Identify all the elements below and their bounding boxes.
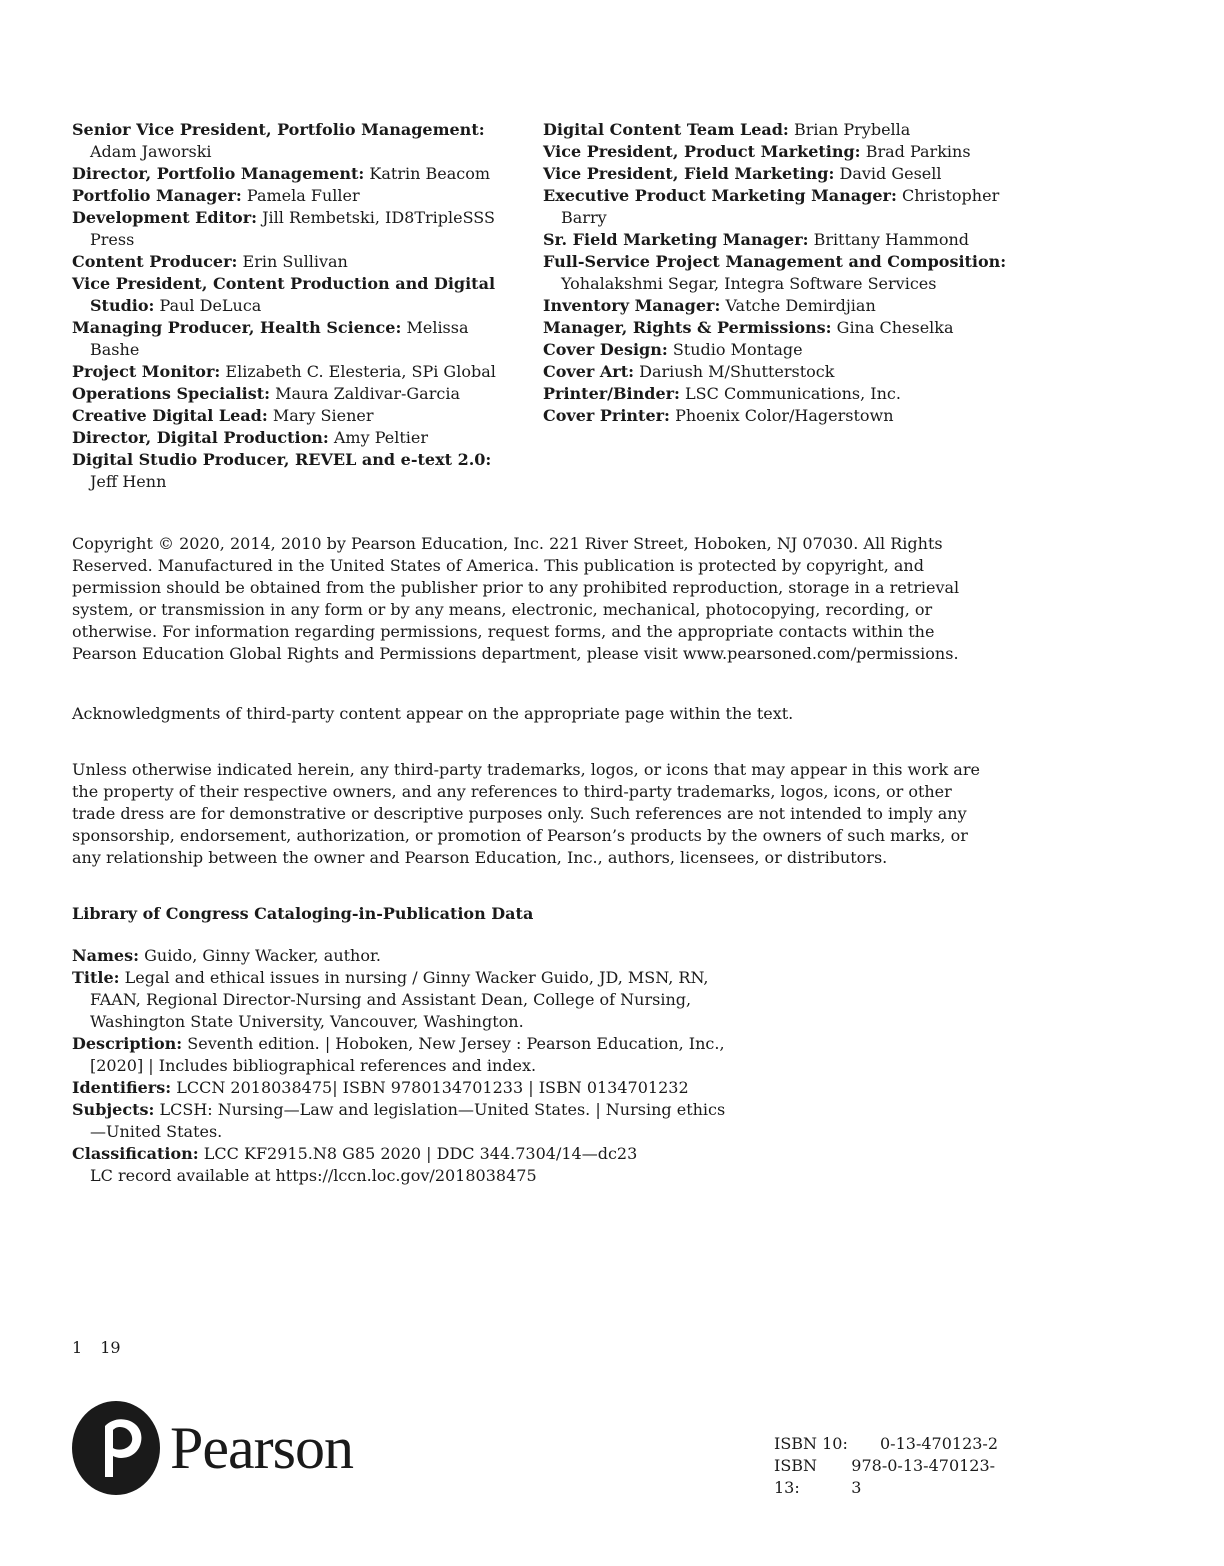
- credit-entry: [72, 427, 522, 449]
- cip-heading: Library of Congress Cataloging-in-Publication Data: [72, 904, 534, 923]
- credit-role: Manager, Rights & Permissions:: [543, 318, 832, 337]
- cip-label: Names:: [72, 946, 140, 965]
- credit-name: Katrin Beacom: [369, 164, 491, 183]
- credit-role: Creative Digital Lead:: [72, 406, 268, 425]
- pearson-p-logo-icon: [71, 1400, 161, 1496]
- cip-text: Seventh edition. | Hoboken, New Jersey : Pearson Education, Inc., [2020] | Includes bibliographical references and index.: [90, 1034, 725, 1075]
- credit-entry: [543, 361, 1013, 383]
- credit-role: Director, Portfolio Management:: [72, 164, 365, 183]
- credit-name: Pamela Fuller: [246, 186, 360, 205]
- credit-entry: [543, 185, 1013, 229]
- trademark-notice: Unless otherwise indicated herein, any third-party trademarks, logos, or icons that may appear in this work are the property of their respective owners, and any references to third-party trademarks, logos, icons, or other trade dress are for demonstrative or descriptive purposes only. Such references are not intended to imply any sponsorship, endorsement, authorization, or promotion of Pearson’s products by the owners of such marks, or any relationship between the owner and Pearson Education, Inc., authors, licensees, or distributors.: [72, 760, 980, 867]
- credits-right-column: [543, 119, 1013, 427]
- credit-role: Portfolio Manager:: [72, 186, 242, 205]
- cip-entry-classification: [72, 1143, 732, 1165]
- credit-name: Christopher Barry: [561, 186, 1000, 227]
- pearson-wordmark: Pearson: [170, 1415, 353, 1481]
- cip-label: Description:: [72, 1034, 183, 1053]
- cip-text: LCSH: Nursing—Law and legislation—United States. | Nursing ethics—United States.: [90, 1100, 726, 1141]
- credit-role: Content Producer:: [72, 252, 238, 271]
- credit-role: Vice President, Content Production and Digital Studio:: [72, 274, 496, 315]
- cip-lc-record-text: LC record available at https://lccn.loc.gov/2018038475: [90, 1166, 537, 1185]
- credit-name: Melissa Bashe: [90, 318, 469, 359]
- credit-role: Cover Printer:: [543, 406, 670, 425]
- credit-entry: [72, 251, 522, 273]
- credit-name: Dariush M/Shutterstock: [639, 362, 835, 381]
- isbn13-label: ISBN 13:: [774, 1456, 818, 1497]
- credit-name: Maura Zaldivar-Garcia: [275, 384, 460, 403]
- credit-name: Jeff Henn: [90, 472, 167, 491]
- cip-entry-description: [72, 1033, 732, 1077]
- credit-name: Vatche Demirdjian: [725, 296, 876, 315]
- cip-lc-record: [72, 1165, 732, 1187]
- credit-role: Managing Producer, Health Science:: [72, 318, 402, 337]
- credit-name: Brad Parkins: [865, 142, 971, 161]
- credit-entry: [543, 383, 1013, 405]
- credit-entry: [72, 361, 522, 383]
- credit-entry: [72, 207, 522, 251]
- credit-name: Amy Peltier: [333, 428, 429, 447]
- credit-role: Senior Vice President, Portfolio Management:: [72, 120, 485, 139]
- credit-name: Paul DeLuca: [159, 296, 262, 315]
- credit-name: Elizabeth C. Elesteria, SPi Global: [225, 362, 496, 381]
- credit-name: Brian Prybella: [793, 120, 911, 139]
- credit-name: Gina Cheselka: [836, 318, 954, 337]
- copyright-notice: Copyright © 2020, 2014, 2010 by Pearson Education, Inc. 221 River Street, Hoboken, NJ 07030. All Rights Reserved. Manufactured in the United States of America. This publication is protected by copyright, and permission should be obtained from the publisher prior to any prohibited reproduction, storage in a retrieval system, or transmission in any form or by any means, electronic, mechanical, photocopying, recording, or otherwise. For information regarding permissions, request forms, and the appropriate contacts within the Pearson Education Global Rights and Permissions department, please visit www.pearsoned.com/permissions.: [72, 534, 960, 663]
- acknowledgments-notice: Acknowledgments of third-party content appear on the appropriate page within the text.: [72, 704, 794, 723]
- credit-role: Sr. Field Marketing Manager:: [543, 230, 809, 249]
- isbn13-value: 978-0-13-470123-3: [851, 1456, 996, 1497]
- credit-role: Development Editor:: [72, 208, 258, 227]
- credit-entry: [72, 185, 522, 207]
- pearson-logo: [71, 1400, 391, 1500]
- printing-year: 19: [100, 1338, 121, 1357]
- isbn10-value: 0-13-470123-2: [880, 1434, 999, 1453]
- credit-entry: [543, 119, 1013, 141]
- isbn13-row: [774, 1455, 1004, 1499]
- isbn-block: [774, 1433, 1004, 1499]
- credit-name: Jill Rembetski, ID8TripleSSS Press: [90, 208, 495, 249]
- credit-entry: [543, 163, 1013, 185]
- credit-name: Studio Montage: [672, 340, 803, 359]
- credit-role: Vice President, Product Marketing:: [543, 142, 861, 161]
- credit-role: Cover Art:: [543, 362, 635, 381]
- printing-number: 1: [72, 1338, 83, 1357]
- cip-label: Subjects:: [72, 1100, 155, 1119]
- credit-name: LSC Communications, Inc.: [685, 384, 901, 403]
- cip-label: Title:: [72, 968, 120, 987]
- cip-entry-title: [72, 967, 732, 1033]
- cip-entry-identifiers: [72, 1077, 732, 1099]
- cip-label: Identifiers:: [72, 1078, 172, 1097]
- credit-entry: [543, 295, 1013, 317]
- credit-role: Executive Product Marketing Manager:: [543, 186, 897, 205]
- credit-entry: [72, 383, 522, 405]
- credit-role: Director, Digital Production:: [72, 428, 329, 447]
- credit-entry: [543, 229, 1013, 251]
- credit-name: David Gesell: [839, 164, 942, 183]
- credit-entry: [72, 405, 522, 427]
- cip-block: [72, 945, 732, 1187]
- credit-name: Yohalakshmi Segar, Integra Software Services: [561, 274, 937, 293]
- credit-role: Project Monitor:: [72, 362, 221, 381]
- credit-role: Vice President, Field Marketing:: [543, 164, 835, 183]
- credit-role: Printer/Binder:: [543, 384, 680, 403]
- credit-entry: [72, 119, 522, 163]
- credits-left-column: [72, 119, 522, 493]
- credit-entry: [543, 405, 1013, 427]
- credit-entry: [543, 339, 1013, 361]
- isbn10-label: ISBN 10:: [774, 1434, 848, 1453]
- cip-text: Legal and ethical issues in nursing / Ginny Wacker Guido, JD, MSN, RN, FAAN, Regional Director-Nursing and Assistant Dean, College of Nursing, Washington State University, Vancouver, Washington.: [90, 968, 709, 1031]
- credit-role: Digital Content Team Lead:: [543, 120, 789, 139]
- credit-role: Operations Specialist:: [72, 384, 271, 403]
- cip-text: LCCN 2018038475| ISBN 9780134701233 | ISBN 0134701232: [176, 1078, 689, 1097]
- cip-text: Guido, Ginny Wacker, author.: [144, 946, 381, 965]
- cip-entry-subjects: [72, 1099, 732, 1143]
- cip-label: Classification:: [72, 1144, 199, 1163]
- credit-role: Cover Design:: [543, 340, 668, 359]
- credit-entry: [72, 273, 522, 317]
- credit-role: Inventory Manager:: [543, 296, 721, 315]
- credit-entry: [72, 449, 522, 493]
- cip-entry-names: [72, 945, 732, 967]
- credit-entry: [543, 141, 1013, 163]
- credit-entry: [543, 317, 1013, 339]
- credit-entry: [72, 317, 522, 361]
- credit-name: Mary Siener: [272, 406, 374, 425]
- printing-line: [72, 1337, 121, 1359]
- cip-text: LCC KF2915.N8 G85 2020 | DDC 344.7304/14—dc23: [203, 1144, 638, 1163]
- credit-entry: [72, 163, 522, 185]
- credit-name: Erin Sullivan: [242, 252, 348, 271]
- credit-name: Phoenix Color/Hagerstown: [675, 406, 894, 425]
- credit-role: Digital Studio Producer, REVEL and e-text 2.0:: [72, 450, 492, 469]
- credit-name: Adam Jaworski: [90, 142, 212, 161]
- credit-name: Brittany Hammond: [813, 230, 969, 249]
- credit-role: Full-Service Project Management and Composition:: [543, 252, 1007, 271]
- isbn10-row: [774, 1433, 1004, 1455]
- credit-entry: [543, 251, 1013, 295]
